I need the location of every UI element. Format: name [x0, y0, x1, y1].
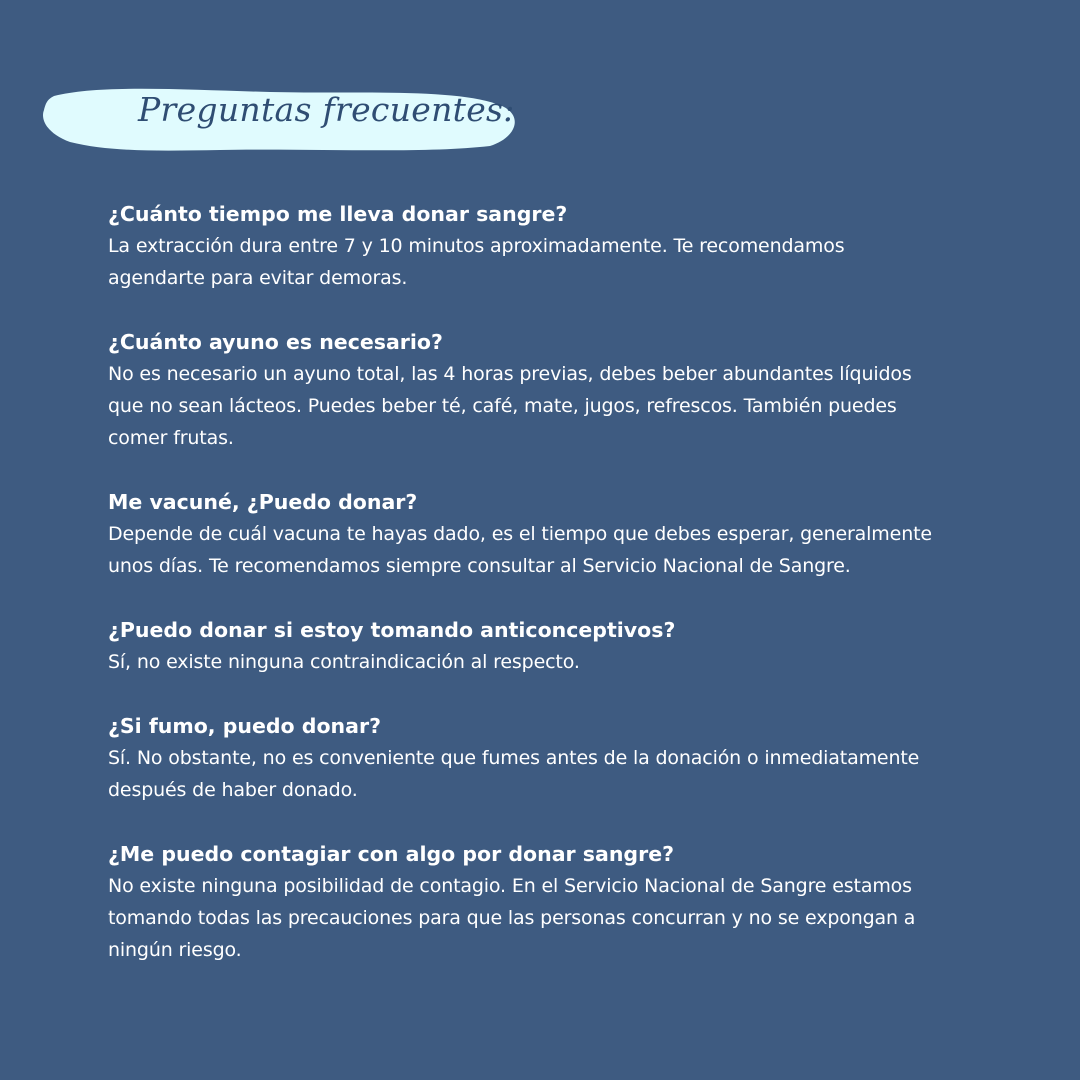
faq-answer-line: comer frutas. — [108, 427, 234, 449]
faq-question: ¿Puedo donar si estoy tomando anticonceptivos? — [108, 618, 676, 642]
faq-answer-line: La extracción dura entre 7 y 10 minutos aproximadamente. Te recomendamos — [108, 235, 845, 257]
faq-item — [108, 838, 988, 966]
faq-answer — [108, 646, 988, 678]
faq-answer-line: que no sean lácteos. Puedes beber té, café, mate, jugos, refrescos. También puedes — [108, 395, 897, 417]
faq-answer-line: agendarte para evitar demoras. — [108, 267, 408, 289]
faq-question: ¿Si fumo, puedo donar? — [108, 714, 381, 738]
faq-answer-line: ningún riesgo. — [108, 939, 242, 961]
faq-answer-line: No es necesario un ayuno total, las 4 horas previas, debes beber abundantes líquidos — [108, 363, 912, 385]
faq-answer-line: unos días. Te recomendamos siempre consultar al Servicio Nacional de Sangre. — [108, 555, 851, 577]
faq-answer-line: después de haber donado. — [108, 779, 358, 801]
faq-answer-line: No existe ninguna posibilidad de contagio. En el Servicio Nacional de Sangre estamos — [108, 875, 912, 897]
faq-answer — [108, 518, 988, 582]
faq-item — [108, 614, 988, 678]
faq-answer — [108, 230, 988, 294]
faq-answer-line: Depende de cuál vacuna te hayas dado, es el tiempo que debes esperar, generalmente — [108, 523, 932, 545]
faq-item — [108, 710, 988, 806]
faq-item — [108, 326, 988, 454]
faq-answer — [108, 870, 988, 966]
page-title: Preguntas frecuentes: — [138, 90, 515, 129]
faq-answer-line: tomando todas las precauciones para que las personas concurran y no se expongan a — [108, 907, 916, 929]
title-banner — [40, 76, 520, 156]
faq-answer — [108, 358, 988, 454]
faq-answer-line: Sí, no existe ninguna contraindicación al respecto. — [108, 651, 580, 673]
faq-answer — [108, 742, 988, 806]
faq-question: ¿Cuánto ayuno es necesario? — [108, 330, 443, 354]
faq-list — [108, 198, 988, 998]
faq-item — [108, 486, 988, 582]
faq-question: Me vacuné, ¿Puedo donar? — [108, 490, 418, 514]
faq-question: ¿Cuánto tiempo me lleva donar sangre? — [108, 202, 568, 226]
faq-item — [108, 198, 988, 294]
faq-answer-line: Sí. No obstante, no es conveniente que fumes antes de la donación o inmediatamente — [108, 747, 920, 769]
faq-question: ¿Me puedo contagiar con algo por donar sangre? — [108, 842, 675, 866]
